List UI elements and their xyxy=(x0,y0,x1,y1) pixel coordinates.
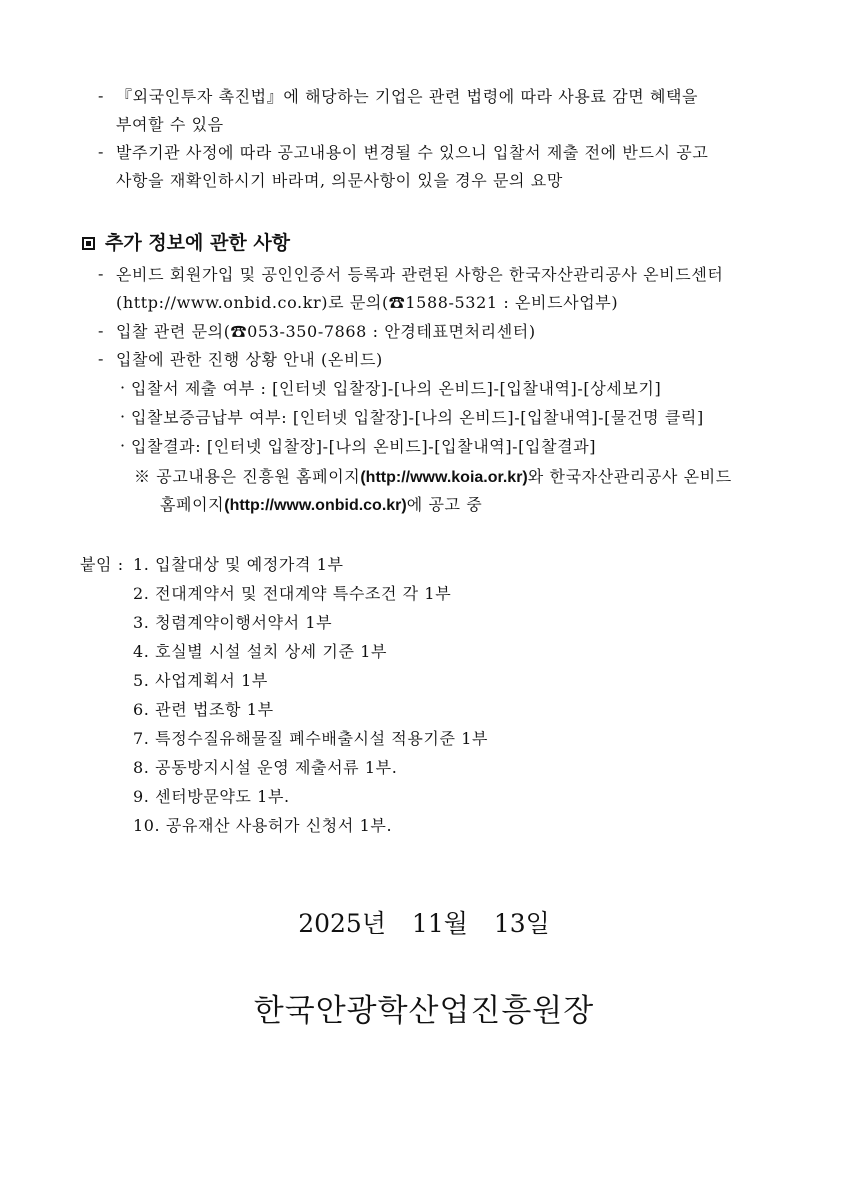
bullet-dot: · xyxy=(120,407,126,426)
attachment-item: 4. 호실별 시설 설치 상세 기준 1부 xyxy=(133,642,388,661)
attachment-item: 7. 특정수질유해물질 폐수배출시설 적용기준 1부 xyxy=(133,729,489,748)
info-item: 입찰 관련 문의(☎053-350-7868 : 안경테표면처리센터) xyxy=(116,322,536,341)
sub-item: 입찰보증금납부 여부: [인터넷 입찰장]-[나의 온비드]-[입찰내역]-[물건명 클릭] xyxy=(131,408,704,427)
filled-square-icon xyxy=(82,237,95,250)
bullet-dash: - xyxy=(98,86,104,105)
reference-mark: ※ xyxy=(134,467,151,486)
attachment-item: 3. 청렴계약이행서약서 1부 xyxy=(133,613,333,632)
notice-text: 와 한국자산관리공사 온비드 xyxy=(527,467,732,486)
note-text: 부여할 수 있음 xyxy=(116,115,224,134)
attachment-item: 6. 관련 법조항 1부 xyxy=(133,700,274,719)
info-item: 입찰에 관한 진행 상황 안내 (온비드) xyxy=(116,350,383,369)
notice-text: 홈페이지 xyxy=(160,495,225,514)
notice-line xyxy=(134,466,732,489)
note-text: 『외국인투자 촉진법』에 해당하는 기업은 관련 법령에 따라 사용료 감면 혜택을 xyxy=(116,87,699,106)
bullet-dot: · xyxy=(120,378,126,397)
bullet-dash: - xyxy=(98,264,104,283)
attachment-item: 8. 공동방지시설 운영 제출서류 1부. xyxy=(133,758,398,777)
sub-item: 입찰결과: [인터넷 입찰장]-[나의 온비드]-[입찰내역]-[입찰결과] xyxy=(131,437,597,456)
info-item: 온비드 회원가입 및 공인인증서 등록과 관련된 사항은 한국자산관리공사 온비드센터 xyxy=(116,265,724,284)
section-title xyxy=(82,230,290,256)
bullet-dash: - xyxy=(98,321,104,340)
attachment-item: 1. 입찰대상 및 예정가격 1부 xyxy=(133,555,344,574)
attachment-item: 10. 공유재산 사용허가 신청서 1부. xyxy=(133,816,393,835)
document-date: 2025년 11월 13일 xyxy=(298,909,550,938)
bullet-dash: - xyxy=(98,142,104,161)
info-item: (http://www.onbid.co.kr)로 문의(☎1588-5321 : 온비드사업부) xyxy=(116,293,619,312)
notice-text: 공고내용은 진흥원 홈페이지 xyxy=(156,467,361,486)
onbid-url: (http://www.onbid.co.kr) xyxy=(224,497,407,514)
issuing-organization: 한국안광학산업진흥원장 xyxy=(253,993,595,1029)
sub-item: 입찰서 제출 여부 : [인터넷 입찰장]-[나의 온비드]-[입찰내역]-[상세보기] xyxy=(131,379,662,398)
attachment-label: 붙임 : xyxy=(80,555,124,574)
attachment-item: 5. 사업계획서 1부 xyxy=(133,671,268,690)
bullet-dot: · xyxy=(120,436,126,455)
notice-line xyxy=(160,494,482,517)
note-text: 사항을 재확인하시기 바라며, 의문사항이 있을 경우 문의 요망 xyxy=(116,171,563,190)
note-text: 발주기관 사정에 따라 공고내용이 변경될 수 있으니 입찰서 제출 전에 반드시 공고 xyxy=(116,143,709,162)
notice-text: 에 공고 중 xyxy=(406,495,483,514)
koia-url: (http://www.koia.or.kr) xyxy=(360,469,528,486)
attachment-item: 9. 센터방문약도 1부. xyxy=(133,787,290,806)
section-title-text: 추가 정보에 관한 사항 xyxy=(105,232,291,254)
bullet-dash: - xyxy=(98,349,104,368)
attachment-item: 2. 전대계약서 및 전대계약 특수조건 각 1부 xyxy=(133,584,452,603)
